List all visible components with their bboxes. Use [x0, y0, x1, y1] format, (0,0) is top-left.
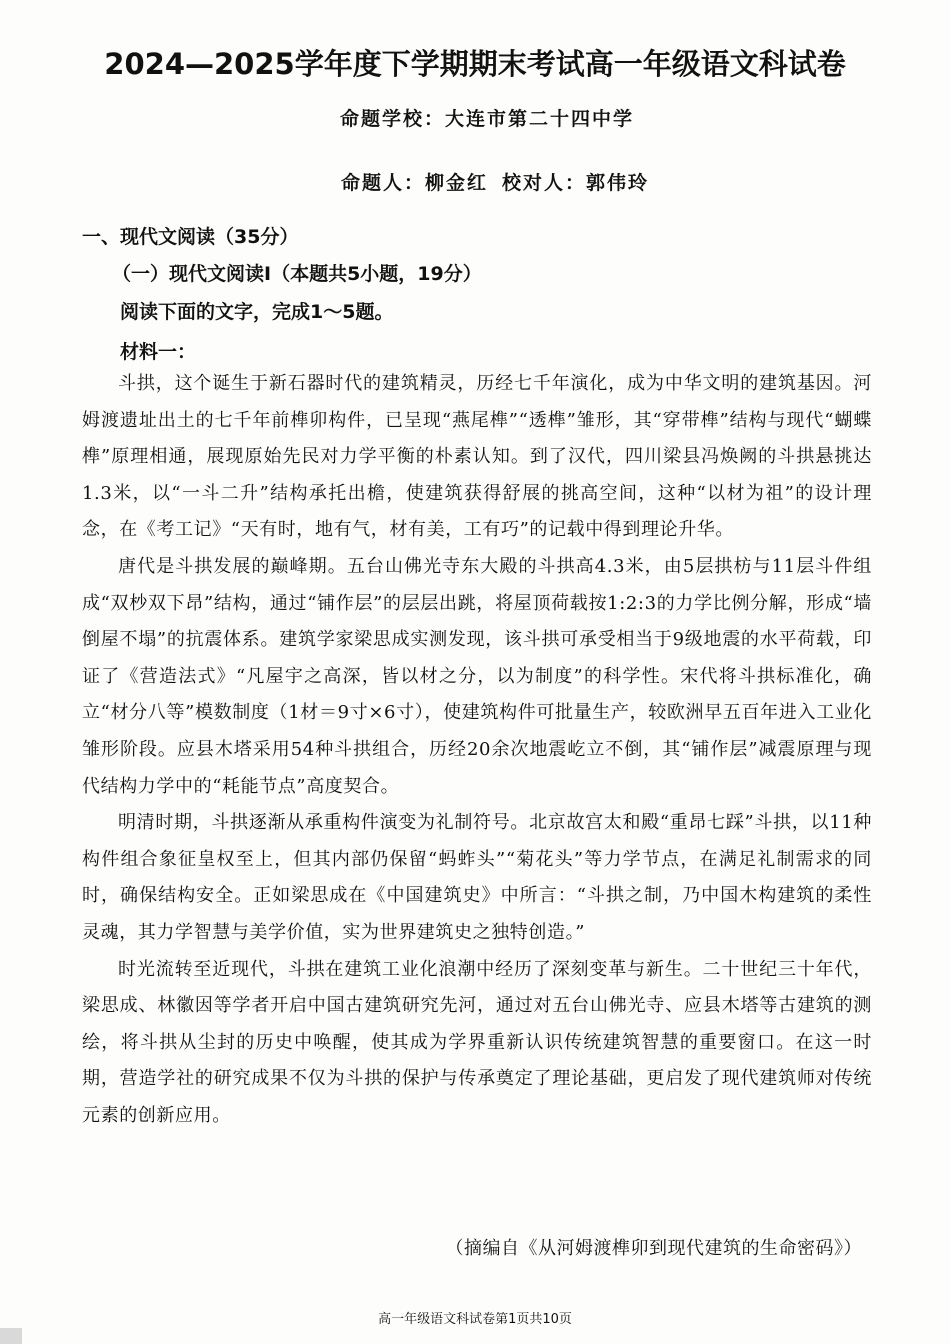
section-heading: 一、现代文阅读（35分） [82, 226, 299, 248]
reading-instruction: 阅读下面的文字，完成1～5题。 [120, 301, 394, 323]
checker-name: 校对人：郭伟玲 [502, 172, 650, 194]
article-source: （摘编自《从河姆渡榫卯到现代建筑的生命密码》） [445, 1238, 862, 1259]
article-paragraph: 明清时期，斗拱逐渐从承重构件演变为礼制符号。北京故宫太和殿“重昂七踩”斗拱，以11种构件组合象征皇权至上，但其内部仍保留“蚂蚱头”“菊花头”等力学节点，在满足礼制需求的同时，确保结构安全。正如梁思成在《中国建筑史》中所言：“斗拱之制，乃中国木构建筑的柔性灵魂，其力学智慧与美学价值，实为世界建筑史之独特创造。” [82, 812, 872, 943]
article-body [82, 366, 872, 1134]
article-paragraph: 唐代是斗拱发展的巅峰期。五台山佛光寺东大殿的斗拱高4.3米，由5层拱枋与11层斗件组成“双杪双下昂”结构，通过“铺作层”的层层出跳，将屋顶荷载按1:2:3的力学比例分解，形成“墙倒屋不塌”的抗震体系。建筑学家梁思成实测发现，该斗拱可承受相当于9级地震的水平荷载，印证了《营造法式》“凡屋宇之高深，皆以材之分，以为制度”的科学性。宋代将斗拱标准化，确立“材分八等”模数制度（1材＝9寸×6寸），使建筑构件可批量生产，较欧洲早五百年进入工业化雏形阶段。应县木塔采用54种斗拱组合，历经20余次地震屹立不倒，其“铺作层”减震原理与现代结构力学中的“耗能节点”高度契合。 [82, 555, 872, 797]
setter-people-line [20, 168, 950, 195]
setter-name: 命题人：柳金红 [340, 172, 488, 194]
exam-title: 2024—2025学年度下学期期末考试高一年级语文科试卷 [104, 47, 846, 81]
article-paragraph: 斗拱，这个诞生于新石器时代的建筑精灵，历经七千年演化，成为中华文明的建筑基因。河姆渡遗址出土的七千年前榫卯构件，已呈现“燕尾榫”“透榫”雏形，其“穿带榫”结构与现代“蝴蝶榫”原理相通，展现原始先民对力学平衡的朴素认知。到了汉代，四川梁县冯焕阙的斗拱悬挑达1.3米，以“一斗二升”结构承托出檐，使建筑获得舒展的挑高空间，这种“以材为祖”的设计理念，在《考工记》“天有时，地有气，材有美，工有巧”的记载中得到理论升华。 [82, 373, 872, 541]
scan-corner-mark [0, 1328, 22, 1344]
page-footer: 高一年级语文科试卷第1页共10页 [378, 1312, 572, 1327]
material-label: 材料一： [120, 341, 197, 363]
setter-school: 命题学校：大连市第二十四中学 [339, 108, 634, 130]
article-paragraph: 时光流转至近现代，斗拱在建筑工业化浪潮中经历了深刻变革与新生。二十世纪三十年代，梁思成、林徽因等学者开启中国古建筑研究先河，通过对五台山佛光寺、应县木塔等古建筑的测绘，将斗拱从尘封的历史中唤醒，使其成为学界重新认识传统建筑智慧的重要窗口。在这一时期，营造学社的研究成果不仅为斗拱的保护与传承奠定了理论基础，更启发了现代建筑师对传统元素的创新应用。 [82, 958, 872, 1126]
subsection-heading: （一）现代文阅读Ⅰ（本题共5小题，19分） [112, 263, 482, 285]
